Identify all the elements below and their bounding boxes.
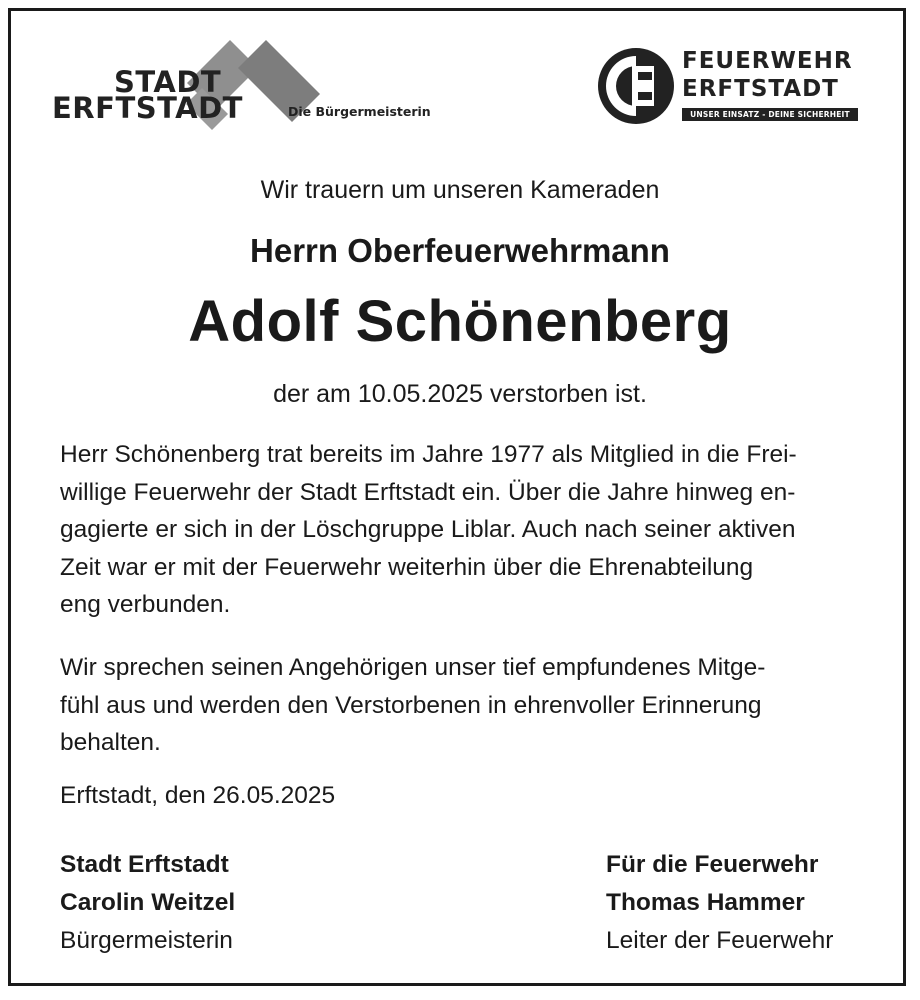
intro-line: Wir trauern um unseren Kameraden bbox=[260, 176, 660, 204]
stadt-erftstadt-logo bbox=[52, 30, 472, 130]
stadt-logo-subtitle: Die Bürgermeisterin bbox=[288, 104, 431, 119]
feuerwehr-logo-line1: FEUERWEHR bbox=[682, 48, 853, 74]
paragraph-line: Herr Schönenberg trat bereits im Jahre 1977 als Mitglied in die Frei- bbox=[60, 441, 797, 468]
feuerwehr-logo-line2: ERFTSTADT bbox=[682, 76, 839, 102]
signature-right bbox=[606, 846, 833, 960]
paragraph-line: Wir sprechen seinen Angehörigen unser tief empfundenes Mitge- bbox=[60, 654, 766, 681]
feuerwehr-erftstadt-logo bbox=[596, 44, 866, 128]
deceased-name: Adolf Schönenberg bbox=[188, 289, 732, 354]
paragraph-line: willige Feuerwehr der Stadt Erftstadt ein. Über die Jahre hinweg en- bbox=[60, 478, 796, 506]
feuerwehr-emblem-icon bbox=[596, 44, 680, 128]
paragraph-line: gagierte er sich in der Löschgruppe Liblar. Auch nach seiner aktiven bbox=[60, 516, 796, 543]
feuerwehr-logo-slogan: UNSER EINSATZ - DEINE SICHERHEIT bbox=[682, 108, 858, 121]
death-date-line: der am 10.05.2025 verstorben ist. bbox=[273, 380, 647, 408]
paragraph-line: Zeit war er mit der Feuerwehr weiterhin über die Ehrenabteilung bbox=[60, 553, 754, 581]
memorial-paragraph-1 bbox=[60, 436, 880, 624]
signature-right-name: Thomas Hammer bbox=[606, 889, 805, 916]
stadt-logo-line2: ERFTSTADT bbox=[52, 91, 243, 125]
signature-left-org: Stadt Erftstadt bbox=[60, 851, 229, 878]
signature-right-org: Für die Feuerwehr bbox=[606, 851, 819, 878]
stadt-logo-line1: STADT bbox=[114, 65, 222, 99]
signature-left-role: Bürgermeisterin bbox=[60, 927, 233, 954]
signature-left-name: Carolin Weitzel bbox=[60, 889, 236, 916]
signature-right-role: Leiter der Feuerwehr bbox=[606, 927, 834, 954]
place-and-date: Erftstadt, den 26.05.2025 bbox=[60, 782, 336, 809]
signature-left bbox=[60, 846, 235, 960]
paragraph-line: eng verbunden. bbox=[60, 591, 231, 618]
paragraph-line: fühl aus und werden den Verstorbenen in ehrenvoller Erinnerung bbox=[60, 691, 762, 719]
condolence-paragraph bbox=[60, 649, 880, 762]
deceased-rank: Herrn Oberfeuerwehrmann bbox=[250, 232, 670, 269]
paragraph-line: behalten. bbox=[60, 729, 161, 756]
